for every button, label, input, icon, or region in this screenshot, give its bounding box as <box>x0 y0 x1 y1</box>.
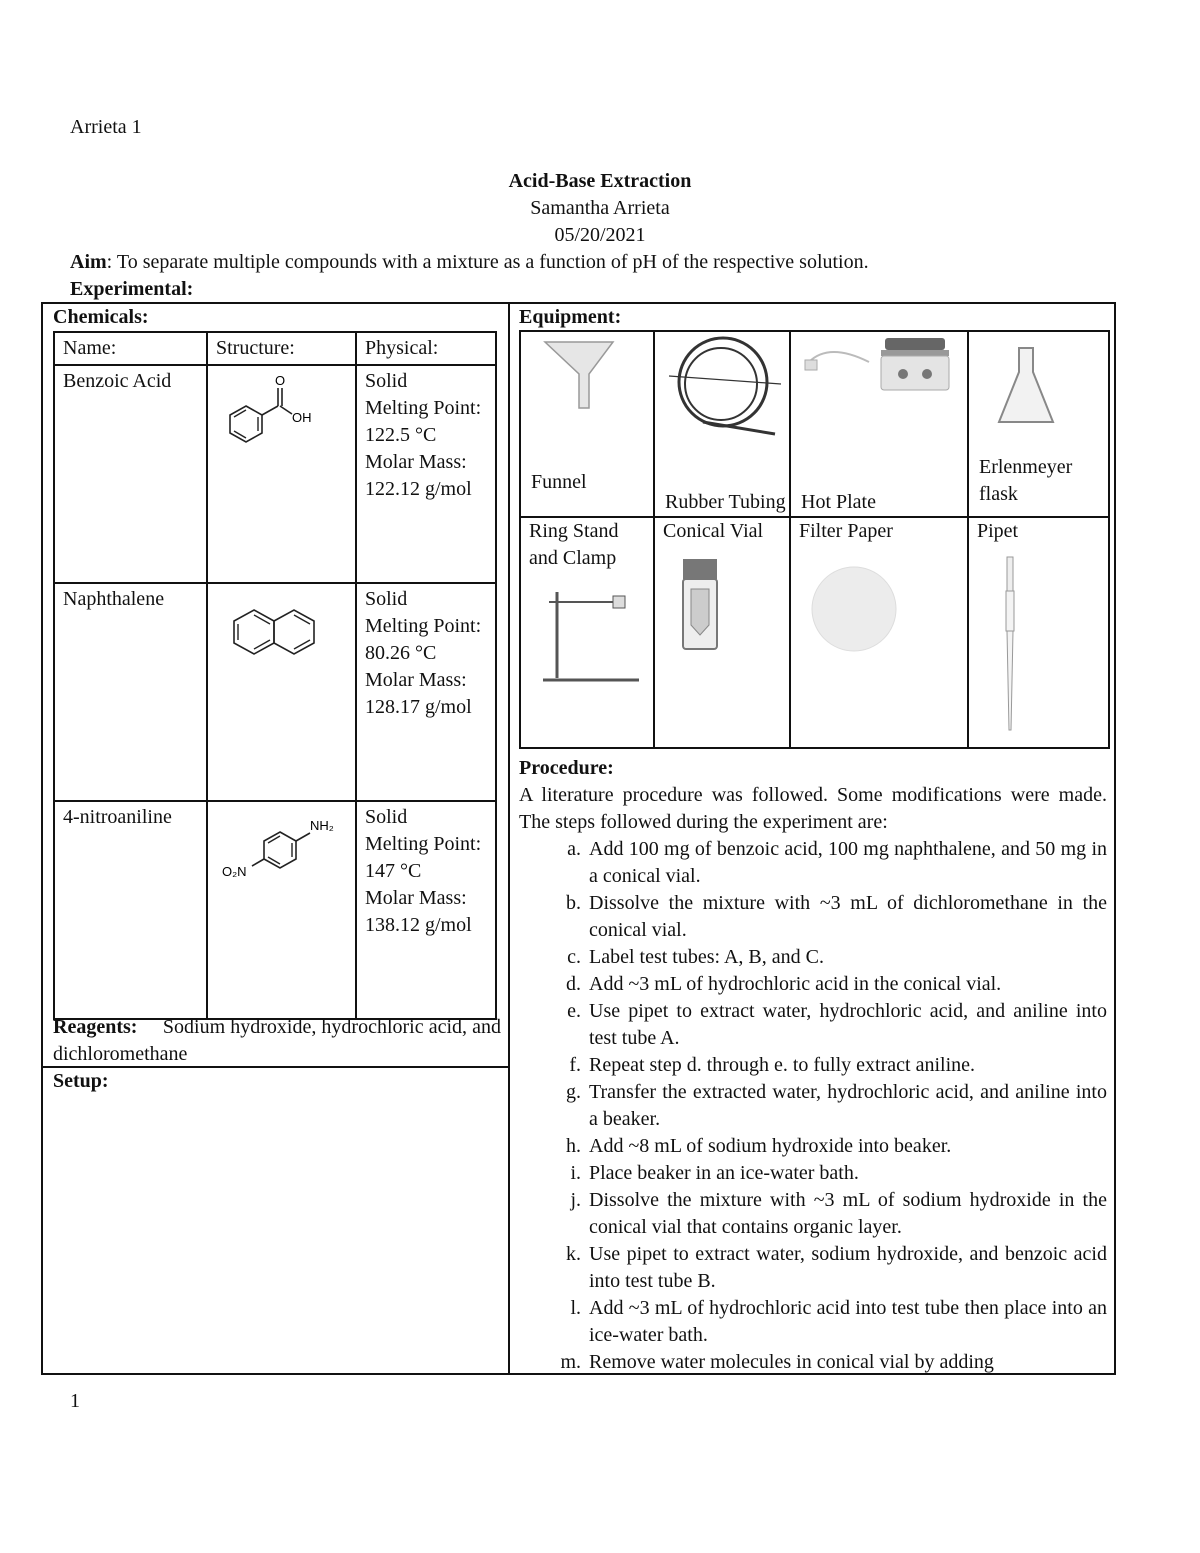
melting-point: Melting Point: 80.26 °C <box>365 615 482 664</box>
equipment-cell-erlenmeyer <box>968 331 1109 517</box>
chemical-name: Naphthalene <box>54 583 207 801</box>
equipment-cell-funnel <box>520 331 654 517</box>
list-item: d. Add ~3 mL of hydrochloric acid in the conical vial. <box>566 973 1002 995</box>
pipet-icon <box>997 555 1057 735</box>
reagents <box>53 1014 501 1068</box>
procedure-steps <box>519 836 1107 1376</box>
state: Solid <box>365 588 408 610</box>
experimental-label: Experimental: <box>70 278 194 300</box>
equipment-cell-hot-plate <box>790 331 968 517</box>
author: Samantha Arrieta <box>530 197 670 219</box>
list-item: e. Use pipet to extract water, hydrochloric acid, and aniline into test tube A. <box>567 1000 1107 1049</box>
physical-cell <box>356 365 496 583</box>
amine-label: NH₂ <box>310 818 334 833</box>
chemical-name: 4-nitroaniline <box>54 801 207 1019</box>
equipment-label-ring-stand: Ring Stand and Clamp <box>529 520 619 569</box>
list-item: l. Add ~3 mL of hydrochloric acid into test tube then place into an ice-water bath. <box>570 1297 1107 1346</box>
equipment-label-funnel: Funnel <box>531 471 587 493</box>
equipment-cell-conical-vial <box>654 517 790 748</box>
filter-paper-icon <box>799 555 929 665</box>
equipment-label: Equipment: <box>519 306 622 328</box>
equipment-table <box>519 330 1110 749</box>
structure-cell <box>207 583 356 801</box>
table-row <box>54 365 496 583</box>
list-item: j. Dissolve the mixture with ~3 mL of sodium hydroxide in the conical vial that contains organic layer. <box>570 1189 1107 1238</box>
procedure-section <box>519 755 1107 1376</box>
column-divider <box>508 302 510 1375</box>
equipment-label-rubber-tubing: Rubber Tubing <box>665 491 786 513</box>
oxygen-label: O <box>275 373 286 388</box>
ring-stand-icon <box>529 582 639 692</box>
list-item: m. Remove water molecules in conical vial by adding <box>560 1351 994 1373</box>
naphthalene-structure <box>216 586 336 676</box>
equipment-label-conical-vial: Conical Vial <box>663 520 764 542</box>
nitroaniline-structure <box>216 804 341 894</box>
page-number: 1 <box>70 1390 80 1412</box>
table-row <box>54 801 496 1019</box>
running-head: Arrieta 1 <box>70 116 142 138</box>
equipment-label-erlenmeyer: Erlenmeyer flask <box>979 456 1073 505</box>
conical-vial-icon <box>663 555 763 665</box>
benzoic-acid-structure <box>216 368 326 458</box>
physical-cell <box>356 801 496 1019</box>
list-item: k. Use pipet to extract water, sodium hydroxide, and benzoic acid into test tube B. <box>566 1243 1107 1292</box>
molar-mass: Molar Mass: 122.12 g/mol <box>365 451 472 500</box>
list-item: b. Dissolve the mixture with ~3 mL of dichloromethane in the conical vial. <box>566 892 1107 941</box>
molar-mass: Molar Mass: 138.12 g/mol <box>365 887 472 936</box>
erlenmeyer-flask-icon <box>977 342 1077 432</box>
melting-point: Melting Point: 122.5 °C <box>365 397 482 446</box>
equipment-label-filter-paper: Filter Paper <box>799 520 893 542</box>
equipment-cell-ring-stand <box>520 517 654 748</box>
molar-mass: Molar Mass: 128.17 g/mol <box>365 669 472 718</box>
list-item: h. Add ~8 mL of sodium hydroxide into beaker. <box>566 1135 952 1157</box>
list-item: g. Transfer the extracted water, hydrochloric acid, and aniline into a beaker. <box>566 1081 1107 1130</box>
equipment-label-hot-plate: Hot Plate <box>801 491 876 513</box>
aim-text: : To separate multiple compounds with a mixture as a function of pH of the respective solution. <box>106 251 869 273</box>
header-physical: Physical: <box>356 332 496 365</box>
state: Solid <box>365 370 408 392</box>
list-item: c. Label test tubes: A, B, and C. <box>567 946 824 968</box>
list-item: a. Add 100 mg of benzoic acid, 100 mg naphthalene, and 50 mg in a conical vial. <box>567 838 1107 887</box>
aim-label: Aim <box>70 251 107 273</box>
header-name: Name: <box>54 332 207 365</box>
header-structure: Structure: <box>207 332 356 365</box>
reagents-text: Sodium hydroxide, hydrochloric acid, and dichloromethane <box>53 1016 501 1065</box>
funnel-icon <box>529 338 629 418</box>
setup-label: Setup: <box>53 1070 109 1092</box>
document-title: Acid-Base Extraction <box>508 170 692 192</box>
melting-point: Melting Point: 147 °C <box>365 833 482 882</box>
chemicals-label: Chemicals: <box>53 306 149 328</box>
structure-cell <box>207 801 356 1019</box>
table-header-row <box>54 332 496 365</box>
equipment-cell-filter-paper <box>790 517 968 748</box>
date: 05/20/2021 <box>554 224 646 246</box>
reagents-label: Reagents: <box>53 1016 138 1038</box>
structure-cell <box>207 365 356 583</box>
rubber-tubing-icon <box>663 332 781 442</box>
aim-statement <box>70 251 869 274</box>
state: Solid <box>365 806 408 828</box>
chemical-name: Benzoic Acid <box>54 365 207 583</box>
equipment-label-pipet: Pipet <box>977 520 1019 542</box>
physical-cell <box>356 583 496 801</box>
list-item: f. Repeat step d. through e. to fully extract aniline. <box>569 1054 975 1076</box>
hydroxyl-label: OH <box>292 410 312 425</box>
equipment-cell-pipet <box>968 517 1109 748</box>
table-row <box>54 583 496 801</box>
procedure-intro: A literature procedure was followed. Some modifications were made. The steps followed during the experiment are: <box>519 784 1107 833</box>
hot-plate-icon <box>799 332 959 402</box>
equipment-cell-rubber-tubing <box>654 331 790 517</box>
procedure-label: Procedure: <box>519 757 614 779</box>
chemicals-table <box>53 331 497 1020</box>
nitro-label: O₂N <box>222 864 247 879</box>
list-item: i. Place beaker in an ice-water bath. <box>570 1162 859 1184</box>
